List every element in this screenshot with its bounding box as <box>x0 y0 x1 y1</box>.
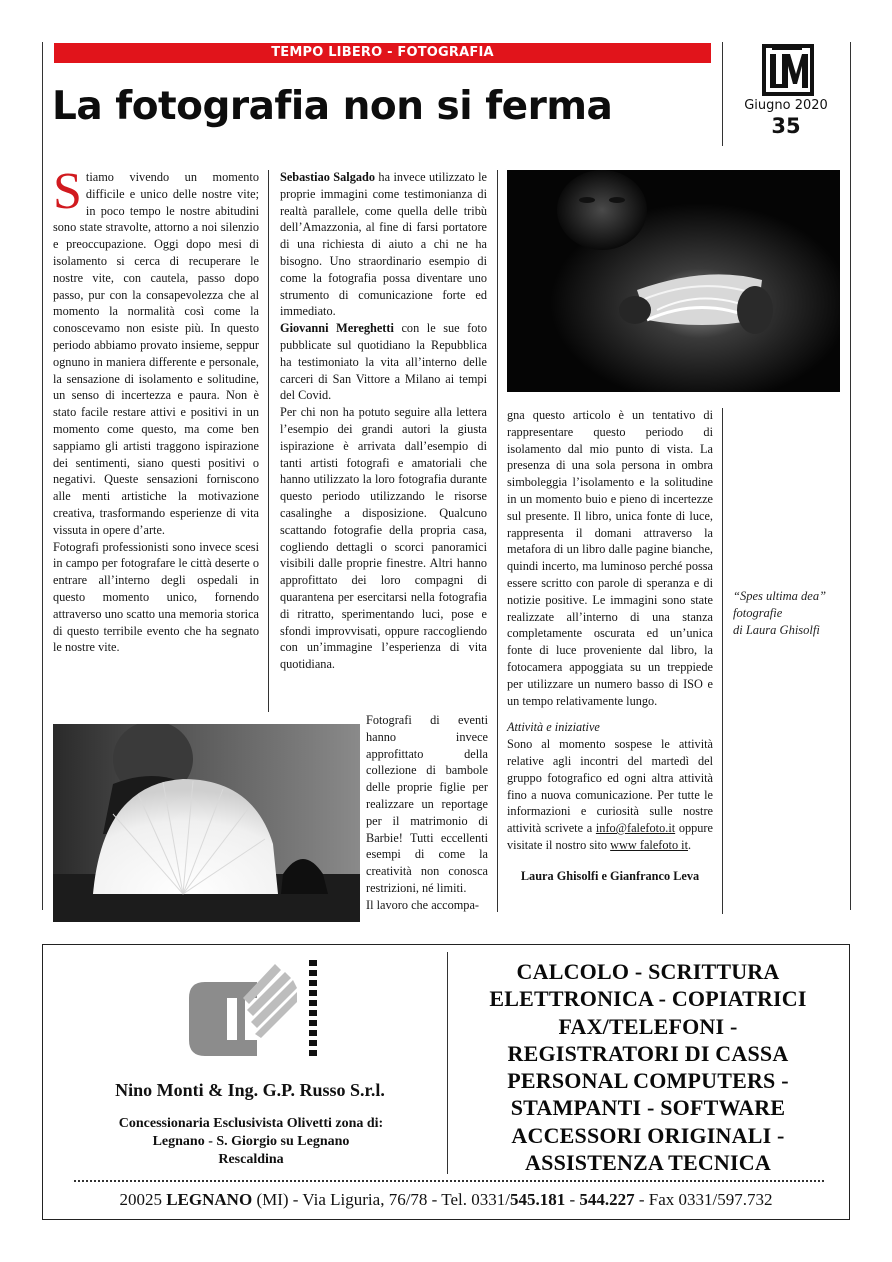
lm-monogram-logo-icon <box>762 44 814 96</box>
article-column-2-lower <box>366 712 488 914</box>
advertisement-divider <box>447 952 448 1174</box>
advertiser-company-name: Nino Monti & Ing. G.P. Russo S.r.l. <box>115 1080 385 1100</box>
right-margin-rule <box>850 42 851 910</box>
photographer-name: Sebastiao Salgado <box>280 170 375 184</box>
dotted-separator <box>74 1180 824 1182</box>
olivetti-logo-icon <box>185 958 325 1062</box>
photographer-name: Giovanni Mereghetti <box>280 321 394 336</box>
advertiser-address: 20025 LEGNANO (MI) - Via Liguria, 76/78 - Tel. 0331/545.181 - 544.227 - Fax 0331/597.732 <box>119 1190 773 1209</box>
photo-caption: “Spes ultima dea” fotografie di Laura Ghisolfi <box>733 589 827 637</box>
article-paragraph: Fotografi professionisti sono invece scesi in campo per fotografare le città deserte o entrare all’interno degli ospedali in questo momento unico, fornendo attraverso uno scatto una memoria storica di questo terribile evento che ha segnato le nostre vite. <box>53 539 259 655</box>
email-link[interactable]: info@falefoto.it <box>595 821 676 836</box>
section-banner: TEMPO LIBERO - FOTOGRAFIA <box>54 43 711 63</box>
service-line: ASSISTENZA TECNICA <box>525 1150 771 1176</box>
article-paragraph: Giovanni Mereghetti con le sue foto pubblicate sul quotidiano la Repubblica ha testimoniato la vita all’interno delle carceri di San Vittore a Milano ai tempi del Covid. <box>280 321 487 403</box>
page-title: La fotografia non si ferma <box>52 84 613 129</box>
article-paragraph: Fotografi di eventi hanno invece approfittato della collezione di bambole delle proprie figlie per realizzare un reportage per il matrimonio di Barbie! Tutti eccellenti esempi di come la creatività non conosca restrizioni, né limiti. <box>366 713 488 895</box>
section-subheading: Attività e iniziative <box>507 720 600 735</box>
website-link[interactable]: www falefoto it <box>610 837 689 852</box>
service-line: STAMPANTI - SOFTWARE <box>510 1095 786 1121</box>
service-line: REGISTRATORI DI CASSA <box>507 1040 789 1066</box>
article-paragraph: Sebastiao Salgado ha invece utilizzato le proprie immagini come testimonianza di realtà parallele, come quella delle tribù dell’Amazzonia, al fine di farsi portatore di una richiesta di aiuto a chi ne ha bisogno. Uno straordinario esempio di come la fotografia possa diventare uno strumento di comunicazione forte ed immediato. <box>280 170 488 319</box>
issue-date: Giugno 2020 <box>744 98 828 113</box>
article-paragraph: Il lavoro che accompa- <box>366 897 480 912</box>
advertiser-dealer-info: Concessionaria Esclusivista Olivetti zona di: Legnano - S. Giorgio su Legnano Rescaldina <box>118 1116 384 1167</box>
column-divider-2 <box>497 170 498 912</box>
service-line: ACCESSORI ORIGINALI - <box>511 1122 785 1148</box>
header-divider <box>722 42 723 146</box>
article-paragraph: Stiamo vivendo un momento difficile e unico delle nostre vite; in poco tempo le nostre abitudini sono state stravolte, attorno a noi silenzio e preoccupazione. Oggi dopo mesi di isolamento si cerca di recuperare le nostre vite, con cautela, passo dopo passo, pur con la consapevolezza che al momento la normalità così come la conoscevamo non esiste più. In questo periodo abbiamo provato insieme, seppur ognuno in maniera differente e personale, la sensazione di isolamento e solitudine, un senso di incertezza e paura. Non è stato facile restare attivi e positivi in un momento come questo, ma come ben sappiamo gli artisti traggono ispirazione dei sentimenti, siano questi positivi o negativi. Queste sensazioni forniscono alle menti artistiche la motivazione creativa, trasformando esperienze di vita vissuta in opere d’arte. <box>53 163 259 537</box>
article-column-1 <box>53 163 259 656</box>
article-column-3 <box>507 407 713 885</box>
article-paragraph: Per chi non ha potuto seguire alla lettera l’esempio dei grandi autori la giusta ispirazione è arrivata dall’esempio di tanti artisti fotografi e amatoriali che hanno utilizzato la loro fotografia durante questo periodo utilizzando le risorse casalinghe a disposizione. Qualcuno scattando fotografie della propria casa, cogliendo dettagli o scorci panoramici visibili dalle proprie finestre. Altri hanno approfittato dei loro compagni di quarantena per esercitarsi nella fotografia di ritratto, sperimentando luci, pose e sfondi improvvisati, oppure raccogliendo con un’immagine l’esperienza di vita quotidiana. <box>280 405 487 672</box>
service-line: PERSONAL COMPUTERS - <box>507 1068 789 1094</box>
advertiser-services-list <box>452 958 844 1176</box>
article-paragraph: gna questo articolo è un tentativo di rappresentare questo periodo di isolamento dal mio punto di vista. La presenza di una sola persona in ombra simboleggia l’isolamento e la solitudine in un momento buio e pieno di incertezze sul presente. Il libro, unica fonte di luce, rappresenta il domani attraverso la metafora di un libro dalle pagine bianche, quindi incerto, ma luminoso perché possa essere scritto con parole di speranza e di notizie positive. Le immagini sono state realizzate all’interno di una stanza completamente oscurata ed un’unica fonte di luce proveniente dal libro, la fotocamera appoggiata su un treppiede per utilizzare un numero basso di ISO e un tempo relativamente lungo. <box>507 408 713 708</box>
drop-cap: S <box>53 163 82 220</box>
column-divider-3 <box>722 408 723 914</box>
left-margin-rule <box>42 42 43 910</box>
article-signature: Laura Ghisolfi e Gianfranco Leva <box>520 868 700 883</box>
photo-book-light-bottom <box>53 724 360 922</box>
service-line: ELETTRONICA - COPIATRICI <box>489 986 807 1012</box>
service-line: CALCOLO - SCRITTURA <box>516 959 780 984</box>
column-divider-1 <box>268 170 269 712</box>
service-line: FAX/TELEFONI - <box>558 1013 738 1039</box>
article-paragraph: Sono al momento sospese le attività relative agli incontri del martedì del gruppo fotografico ed ogni altra attività fino a nuova comunicazione. Per tutte le informazioni e curiosità sulle nostre attività scrivete a info@falefoto.it oppure visitate il nostro sito www falefoto it. <box>507 737 713 852</box>
page-number: 35 <box>771 114 801 138</box>
photo-book-light-top <box>507 170 840 392</box>
article-column-2 <box>280 169 487 673</box>
